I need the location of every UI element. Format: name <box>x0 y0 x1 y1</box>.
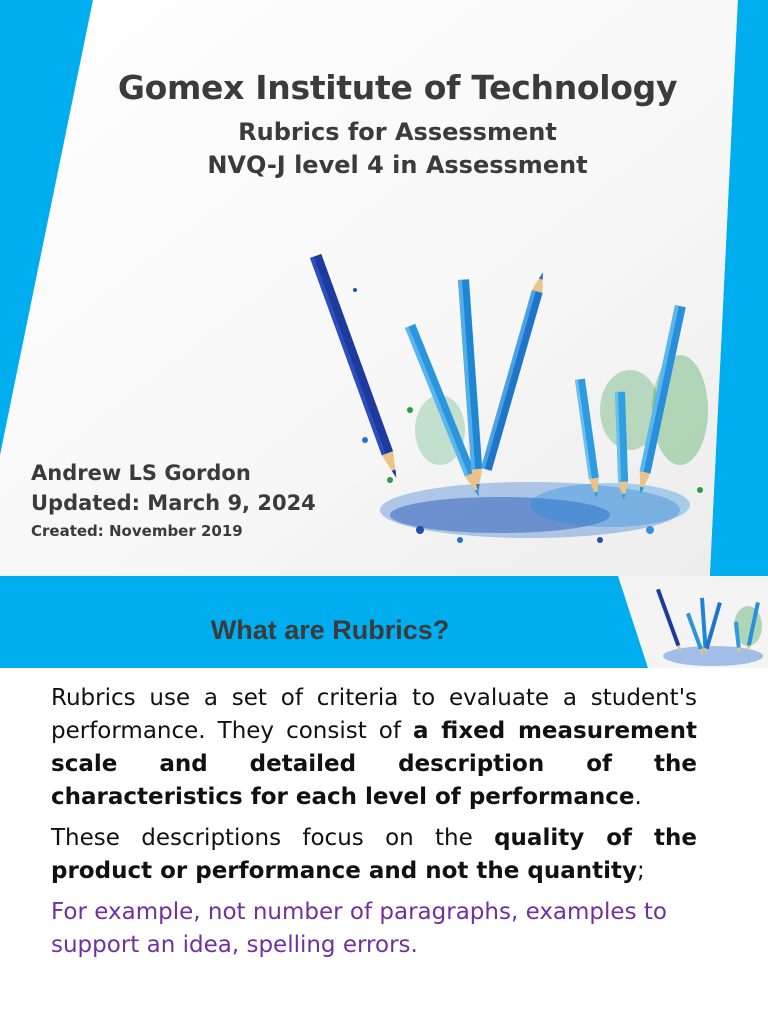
institute-title: Gomex Institute of Technology <box>117 68 678 107</box>
paragraph-quality-end: ; <box>637 858 645 884</box>
created-date: Created: November 2019 <box>31 522 243 540</box>
paragraph-definition-emphasis: a fixed measurement scale and detailed description of the characteristics for each level of performance <box>51 718 697 810</box>
subtitle-rubrics: Rubrics for Assessment <box>238 117 557 146</box>
author-block <box>31 458 316 542</box>
slide-title: What are Rubrics? <box>210 615 450 645</box>
colored-pencils-thumbnail <box>618 576 768 668</box>
paragraph-definition-text: Rubrics use a set of criteria to evaluate a student's performance. They consist of <box>51 685 697 744</box>
colored-pencils-image <box>270 240 730 570</box>
paragraph-quality <box>51 822 697 888</box>
pencil-blue-3 <box>481 271 548 471</box>
slide-body <box>51 682 697 970</box>
paragraph-quality-text: These descriptions focus on the <box>51 825 495 851</box>
title-block <box>0 68 768 180</box>
content-slide <box>0 576 768 1024</box>
pencil-blue-4 <box>575 379 602 499</box>
slide-header <box>0 576 768 668</box>
paragraph-definition-end: . <box>634 784 642 810</box>
paragraph-quality-emphasis: quality of the product or performance and not the quantity <box>51 825 697 884</box>
paragraph-definition <box>51 682 697 814</box>
subtitle-nvq: NVQ-J level 4 in Assessment <box>207 151 588 180</box>
pencil-dark-blue <box>310 254 402 480</box>
updated-date: Updated: March 9, 2024 <box>31 491 316 515</box>
paragraph-example: For example, not number of paragraphs, examples to support an idea, spelling errors. <box>51 899 667 958</box>
author-name: Andrew LS Gordon <box>31 461 251 485</box>
